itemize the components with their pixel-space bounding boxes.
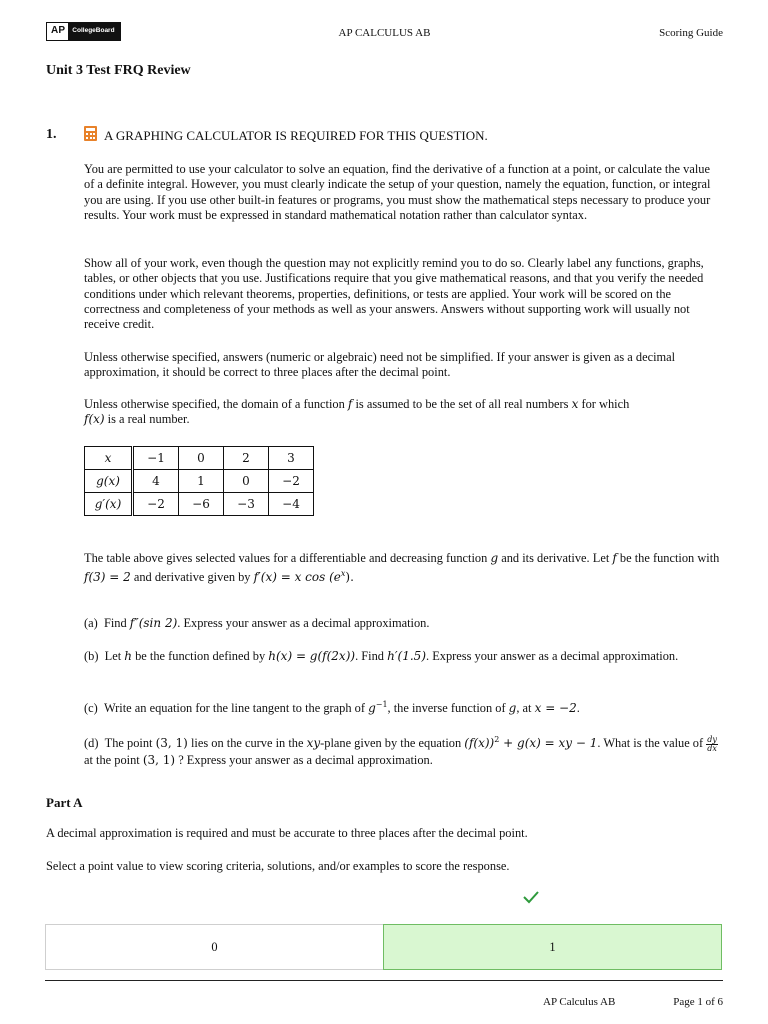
- table-row: [85, 470, 314, 493]
- table-row-header: g′(x): [85, 493, 133, 516]
- part-a-accuracy-note: A decimal approximation is required and must be accurate to three places after the decimal point.: [46, 826, 528, 840]
- part-a-heading: Part A: [46, 795, 83, 810]
- domain-note: Unless otherwise specified, the domain of a function f is assumed to be the set of all real numbers x for which f(x) is a real number.: [84, 397, 630, 427]
- table-row-header: x: [85, 447, 133, 470]
- part-d-prompt: (d) The point (3, 1) lies on the curve in the xy-plane given by the equation $(f(x))^2 + g(x)$ = xy − 1. What is the value of $\frac{dy}{dx}$ at the point (3, 1) ? Express your answer as a decimal approximation.: [84, 734, 717, 767]
- table-cell: 4: [133, 470, 179, 493]
- table-cell: 1: [179, 470, 224, 493]
- calculator-icon: [84, 126, 97, 141]
- header-guide: Scoring Guide: [659, 27, 723, 39]
- table-row-header: g(x): [85, 470, 133, 493]
- table-cell: −2: [269, 470, 314, 493]
- footer-divider: [45, 980, 723, 981]
- part-a-select-instruction: Select a point value to view scoring criteria, solutions, and/or examples to score the response.: [46, 859, 510, 873]
- table-cell: 2: [224, 447, 269, 470]
- part-a-prompt: (a) Find f″(sin 2). Express your answer as a decimal approximation.: [84, 616, 430, 630]
- table-cell: −4: [269, 493, 314, 516]
- table-cell: −1: [133, 447, 179, 470]
- calculator-required-label: A GRAPHING CALCULATOR IS REQUIRED FOR THIS QUESTION.: [104, 128, 488, 143]
- table-row: [85, 447, 314, 470]
- checkmark-icon: [522, 889, 540, 905]
- logo-ap-text: AP: [51, 25, 66, 36]
- part-c-prompt: (c) Write an equation for the line tangent to the graph of $g^{-1}$, the inverse function of g, at x = −2.: [84, 700, 580, 716]
- table-cell: 0: [179, 447, 224, 470]
- table-cell: 3: [269, 447, 314, 470]
- values-table: [84, 446, 314, 516]
- score-option-0[interactable]: 0: [45, 924, 384, 970]
- instruction-paragraph-2: Show all of your work, even though the question may not explicitly remind you to do so. Clearly label any functions, graphs, tables, or other objects that you use. Justifications require that you give mathematical reasons, and that you verify the needed conditions under which relevant theorems, properties, definitions, or tests are applied. Your work will be scored on the correctness and completeness of your methods as well as your answers. Answers without supporting work will usually not receive credit.: [84, 256, 704, 332]
- table-row: [85, 493, 314, 516]
- page-title: Unit 3 Test FRQ Review: [46, 63, 191, 78]
- score-option-1[interactable]: 1: [383, 924, 722, 970]
- footer-page-number: Page 1 of 6: [673, 996, 723, 1008]
- logo-collegeboard-text: CollegeBoard: [68, 23, 119, 40]
- table-cell: −2: [133, 493, 179, 516]
- table-cell: −3: [224, 493, 269, 516]
- instruction-paragraph-1: You are permitted to use your calculator to solve an equation, find the derivative of a function at a point, or calculate the value of a definite integral. However, you must clearly indicate the setup of your question, namely the equation, function, or integral you are using. If you use other built-in features or programs, you must show the mathematical steps necessary to produce your results. Your work must be expressed in standard mathematical notation rather than calculator syntax.: [84, 162, 711, 222]
- table-cell: −6: [179, 493, 224, 516]
- part-b-prompt: (b) Let h be the function defined by h(x) = g(f(2x)). Find h′(1.5). Express your answer as a decimal approximation.: [84, 649, 679, 663]
- score-selector: [45, 924, 722, 970]
- header-course: AP CALCULUS AB: [338, 27, 431, 39]
- question-number: 1.: [46, 127, 57, 142]
- footer-course: AP Calculus AB: [543, 996, 616, 1008]
- instruction-paragraph-3: Unless otherwise specified, answers (numeric or algebraic) need not be simplified. If your answer is given as a decimal approximation, it should be correct to three places after the decimal point.: [84, 350, 676, 380]
- page-header: [46, 22, 723, 42]
- table-description: The table above gives selected values for a differentiable and decreasing function g and its derivative. Let f be the function with f(3) = 2 and derivative given by f′(x) = x $\cos (e^x)$.: [84, 551, 720, 585]
- table-cell: 0: [224, 470, 269, 493]
- dy-dx-fraction: $\frac{dy}{dx}$: [707, 734, 717, 753]
